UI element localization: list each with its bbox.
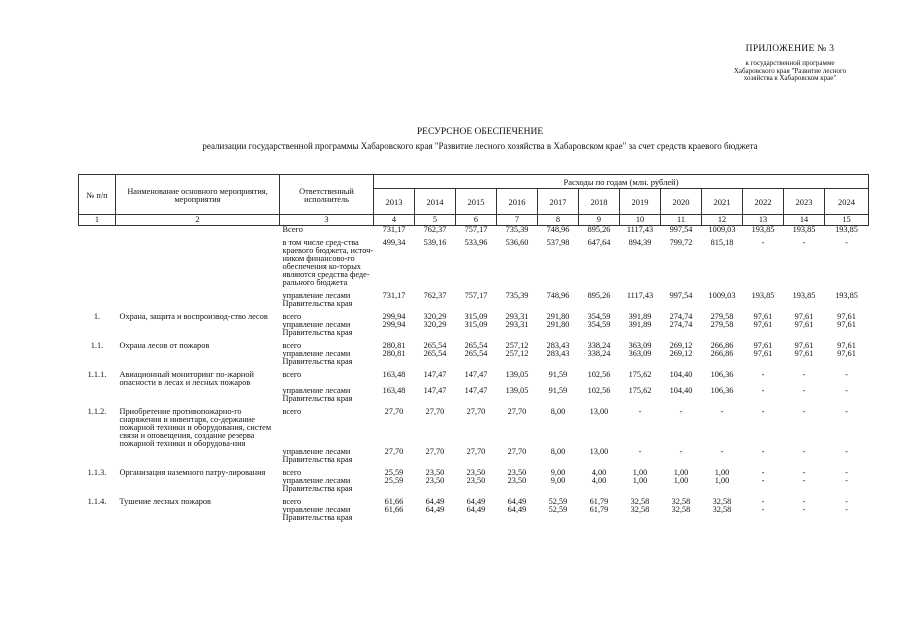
row-value: - — [761, 386, 765, 395]
row-value: 27,70 — [466, 447, 486, 456]
row-number: 1.1.1. — [87, 370, 107, 379]
row-value: 32,58 — [630, 497, 650, 506]
row-value: 257,12 — [505, 341, 529, 350]
row-number — [79, 292, 116, 313]
row-value: 97,61 — [753, 341, 773, 350]
row-value: 97,61 — [794, 312, 814, 321]
row-value: 315,09 — [464, 320, 488, 329]
row-value: 13,00 — [589, 447, 609, 456]
row-value: - — [845, 468, 848, 477]
row-value: - — [761, 476, 765, 485]
row-value: 97,61 — [794, 349, 814, 358]
row-value: 735,39 — [505, 291, 529, 300]
row-executor: всего — [282, 312, 302, 321]
row-number — [79, 226, 116, 240]
row-value: 163,48 — [382, 370, 406, 379]
row-activity-name — [116, 477, 280, 498]
resource-table — [78, 174, 869, 522]
row-executor: в том числе сред-ства краевого бюджета, источ-ником финансово-го обеспечения ко-торых являются средства феде-рального бюджета — [282, 238, 374, 287]
year-header: 2023 — [784, 189, 825, 215]
row-value: 266,86 — [710, 341, 734, 350]
row-value: 147,47 — [464, 370, 488, 379]
row-value: - — [802, 407, 806, 416]
row-value: 97,61 — [837, 312, 856, 321]
header-executor: Ответственный исполнитель — [280, 175, 374, 215]
row-value: - — [802, 370, 806, 379]
row-value: 269,12 — [669, 349, 693, 358]
row-value: 97,61 — [753, 349, 773, 358]
row-value: 315,09 — [464, 312, 488, 321]
appendix-line-3: хозяйства в Хабаровском крае" — [743, 74, 837, 82]
row-value: 97,61 — [837, 320, 856, 329]
row-value: 894,39 — [628, 238, 652, 247]
row-activity-name — [116, 506, 280, 522]
row-value: 757,17 — [456, 226, 497, 240]
column-index: 2 — [116, 215, 280, 226]
row-value: 97,61 — [794, 341, 814, 350]
row-value: 147,47 — [423, 386, 447, 395]
row-activity-name — [116, 226, 280, 240]
column-index: 8 — [538, 215, 579, 226]
row-value: 757,17 — [464, 291, 488, 300]
row-value: 4,00 — [591, 476, 607, 485]
row-value: 1,00 — [714, 468, 730, 477]
row-value: 748,96 — [546, 291, 570, 300]
row-value: 64,49 — [425, 497, 445, 506]
row-value: 1,00 — [714, 476, 730, 485]
row-value: 735,39 — [497, 226, 538, 240]
row-value: 338,24 — [587, 341, 611, 350]
row-value: 283,43 — [546, 341, 570, 350]
row-value: 274,74 — [669, 320, 693, 329]
row-value: 299,94 — [382, 312, 406, 321]
column-index: 13 — [743, 215, 784, 226]
table-row — [79, 506, 869, 522]
row-value: 8,00 — [550, 447, 566, 456]
row-value: 1009,03 — [708, 291, 736, 300]
row-value: 1,00 — [673, 468, 689, 477]
row-value: 338,24 — [587, 349, 611, 358]
row-value: 257,12 — [505, 349, 529, 358]
year-header: 2013 — [374, 189, 415, 215]
row-value: 61,79 — [589, 497, 609, 506]
row-value: 52,59 — [548, 505, 568, 514]
row-value: 64,49 — [466, 505, 486, 514]
column-index: 4 — [374, 215, 415, 226]
row-value: - — [845, 497, 848, 506]
column-index: 9 — [579, 215, 620, 226]
row-value: 175,62 — [628, 370, 652, 379]
appendix-line-2: Хабаровского края "Развитие лесного — [733, 66, 847, 75]
row-executor: всего — [282, 407, 302, 416]
row-activity-name — [116, 239, 280, 292]
row-executor: Всего — [280, 226, 374, 240]
row-value: 279,58 — [710, 312, 734, 321]
row-value: 27,70 — [384, 407, 404, 416]
row-value: 25,59 — [384, 476, 404, 485]
row-value: 9,00 — [550, 468, 566, 477]
row-executor: управление лесами Правительства края — [282, 291, 353, 308]
row-activity-name — [116, 350, 280, 371]
column-index: 7 — [497, 215, 538, 226]
row-value: 23,50 — [425, 468, 445, 477]
row-value: 293,31 — [505, 312, 529, 321]
row-value: 1,00 — [632, 476, 648, 485]
row-value: 533,96 — [464, 238, 488, 247]
row-value: - — [845, 407, 848, 416]
row-value: 391,89 — [628, 320, 652, 329]
row-value: 320,29 — [423, 312, 447, 321]
row-activity-name — [116, 292, 280, 313]
row-value: - — [720, 447, 724, 456]
row-value: 32,58 — [712, 497, 732, 506]
row-value: - — [761, 238, 765, 247]
header-name: Наименование основного мероприятия, мероприятия — [116, 175, 280, 215]
row-value: 762,37 — [415, 226, 456, 240]
row-value: 104,40 — [669, 386, 693, 395]
row-value: 91,59 — [548, 370, 568, 379]
row-value: 193,85 — [784, 226, 825, 240]
year-header: 2017 — [538, 189, 579, 215]
row-value: 536,60 — [505, 238, 529, 247]
year-header: 2024 — [825, 189, 869, 215]
row-value: 363,09 — [628, 341, 652, 350]
row-activity-name: Охрана, защита и воспроизвод-ство лесов — [119, 312, 268, 321]
row-value: - — [845, 386, 848, 395]
year-header: 2016 — [497, 189, 538, 215]
document-title: РЕСУРСНОЕ ОБЕСПЕЧЕНИЕ — [416, 127, 544, 137]
row-value: 139,05 — [505, 370, 529, 379]
row-value: 32,58 — [671, 505, 691, 514]
row-value: 27,70 — [425, 407, 445, 416]
row-value: 104,40 — [669, 370, 693, 379]
row-value: 9,00 — [550, 476, 566, 485]
row-executor: всего — [282, 468, 302, 477]
row-value: 61,66 — [384, 505, 404, 514]
year-header: 2021 — [702, 189, 743, 215]
row-number — [79, 448, 116, 469]
row-number — [79, 387, 116, 408]
row-value: - — [845, 447, 848, 456]
row-value: - — [761, 505, 765, 514]
row-value: - — [761, 370, 765, 379]
row-number: 1.1.4. — [87, 497, 107, 506]
row-value: 647,64 — [587, 238, 611, 247]
table-row — [79, 292, 869, 313]
row-value: - — [761, 447, 765, 456]
year-header: 2018 — [579, 189, 620, 215]
row-value: 13,00 — [589, 407, 609, 416]
row-value: 23,50 — [466, 476, 486, 485]
row-value: - — [845, 505, 848, 514]
table-row — [79, 226, 869, 240]
row-value: 102,56 — [587, 386, 611, 395]
row-value: 106,36 — [710, 370, 734, 379]
row-value: 97,61 — [753, 320, 773, 329]
row-value: 731,17 — [374, 226, 415, 240]
row-activity-name: Авиационный мониторинг по-жарной опасности в лесах и лесных пожаров — [119, 370, 254, 387]
row-value: 64,49 — [466, 497, 486, 506]
row-value: - — [802, 505, 806, 514]
document-subtitle: реализации государственной программы Хабаровского края "Развитие лесного хозяйства в Хабаровском крае" за счет средств краевого бюджета — [202, 141, 758, 151]
column-index: 6 — [456, 215, 497, 226]
row-value: 265,54 — [423, 341, 447, 350]
row-value: 139,05 — [505, 386, 529, 395]
row-value: - — [761, 497, 765, 506]
row-value: - — [679, 447, 683, 456]
row-value: 193,85 — [835, 291, 858, 300]
row-value: 193,85 — [743, 226, 784, 240]
row-value: 354,59 — [587, 312, 611, 321]
row-number: 1. — [93, 312, 101, 321]
row-value: 27,70 — [384, 447, 404, 456]
row-activity-name: Тушение лесных пожаров — [119, 497, 211, 506]
column-index: 3 — [280, 215, 374, 226]
row-value: 895,26 — [579, 226, 620, 240]
row-value: 23,50 — [507, 468, 527, 477]
table-row — [79, 371, 869, 387]
row-value: 762,37 — [423, 291, 447, 300]
row-value: 64,49 — [425, 505, 445, 514]
row-executor: всего — [282, 341, 302, 350]
row-number — [79, 321, 116, 342]
row-value: 1009,03 — [702, 226, 743, 240]
row-value: 61,66 — [384, 497, 404, 506]
row-value: - — [761, 407, 765, 416]
row-activity-name: Приобретение противопожарно-го снаряжения и инвентаря, со-держание пожарной техники и оборудования, систем связи и оповещения, создание резерва пожарной техники и оборудова-ния — [119, 407, 272, 448]
row-value: 97,61 — [837, 349, 856, 358]
row-value: - — [845, 238, 848, 247]
row-value: 193,85 — [751, 291, 775, 300]
row-executor: управление лесами Правительства края — [282, 386, 353, 403]
row-activity-name: Организация наземного патру-лирования — [119, 468, 266, 477]
row-value: - — [638, 447, 642, 456]
row-value: 1,00 — [673, 476, 689, 485]
row-value: 354,59 — [587, 320, 611, 329]
row-executor: управление лесами Правительства края — [282, 476, 353, 493]
row-value: 27,70 — [466, 407, 486, 416]
row-value: - — [802, 476, 806, 485]
row-value: 748,96 — [538, 226, 579, 240]
row-value: 291,80 — [546, 312, 570, 321]
header-spending: Расходы по годам (млн. рублей) — [374, 175, 869, 189]
row-value: 97,61 — [753, 312, 773, 321]
row-activity-name — [116, 321, 280, 342]
row-value: - — [802, 238, 806, 247]
row-value: 27,70 — [507, 407, 527, 416]
row-value: 23,50 — [466, 468, 486, 477]
row-value: 64,49 — [507, 497, 527, 506]
year-header: 2022 — [743, 189, 784, 215]
row-value: 91,59 — [548, 386, 568, 395]
table-row — [79, 448, 869, 469]
row-value: 280,81 — [382, 341, 406, 350]
row-value: - — [638, 407, 642, 416]
row-value: 895,26 — [587, 291, 611, 300]
row-value: 731,17 — [382, 291, 406, 300]
column-index: 11 — [661, 215, 702, 226]
table-row — [79, 239, 869, 292]
row-value: 147,47 — [423, 370, 447, 379]
column-index: 5 — [415, 215, 456, 226]
year-header: 2015 — [456, 189, 497, 215]
row-activity-name — [116, 448, 280, 469]
row-value: - — [802, 468, 806, 477]
row-value: 283,43 — [546, 349, 570, 358]
row-value: 1,00 — [632, 468, 648, 477]
appendix-subtitle — [700, 60, 880, 83]
row-value: 25,59 — [384, 468, 404, 477]
appendix-block — [700, 44, 880, 83]
row-value: 64,49 — [507, 505, 527, 514]
row-value: 499,34 — [382, 238, 406, 247]
row-value: 269,12 — [669, 341, 693, 350]
year-header: 2019 — [620, 189, 661, 215]
row-value: 265,54 — [464, 349, 488, 358]
table-row — [79, 477, 869, 498]
row-value: 265,54 — [423, 349, 447, 358]
row-value: 1117,43 — [626, 291, 654, 300]
column-index: 14 — [784, 215, 825, 226]
row-value: - — [845, 370, 848, 379]
row-executor: всего — [282, 497, 302, 506]
table-row — [79, 350, 869, 371]
row-number: 1.1.3. — [87, 468, 107, 477]
table-row — [79, 321, 869, 342]
row-value: 193,85 — [792, 291, 816, 300]
row-value: 32,58 — [712, 505, 732, 514]
row-value: 391,89 — [628, 312, 652, 321]
row-value: 291,80 — [546, 320, 570, 329]
row-value: - — [802, 447, 806, 456]
row-value: 147,47 — [464, 386, 488, 395]
column-index: 1 — [79, 215, 116, 226]
row-value: 61,79 — [589, 505, 609, 514]
row-number: 1.1.2. — [87, 407, 107, 416]
row-value: 97,61 — [794, 320, 814, 329]
appendix-line-1: к государственной программе — [745, 59, 835, 67]
row-value: 293,31 — [505, 320, 529, 329]
row-value: 97,61 — [837, 341, 856, 350]
row-value: 23,50 — [425, 476, 445, 485]
row-value: - — [802, 497, 806, 506]
row-value: 279,58 — [710, 320, 734, 329]
row-activity-name: Охрана лесов от пожаров — [119, 341, 210, 350]
row-value: 193,85 — [825, 226, 869, 240]
row-value: 23,50 — [507, 476, 527, 485]
row-value: 106,36 — [710, 386, 734, 395]
row-value: 997,54 — [669, 291, 693, 300]
column-index: 12 — [702, 215, 743, 226]
table-body — [79, 226, 869, 523]
row-value: - — [845, 476, 848, 485]
row-value: 8,00 — [550, 407, 566, 416]
row-number — [79, 239, 116, 292]
row-value: 997,54 — [661, 226, 702, 240]
row-value: 266,86 — [710, 349, 734, 358]
row-value: 799,72 — [669, 238, 693, 247]
row-value: 537,98 — [546, 238, 570, 247]
row-value: 163,48 — [382, 386, 406, 395]
row-value: - — [802, 386, 806, 395]
column-index: 10 — [620, 215, 661, 226]
row-value: 27,70 — [507, 447, 527, 456]
row-value: - — [679, 407, 683, 416]
row-value: 539,16 — [423, 238, 447, 247]
row-value: 280,81 — [382, 349, 406, 358]
row-value: 175,62 — [628, 386, 652, 395]
row-value: 1117,43 — [620, 226, 661, 240]
row-value: 4,00 — [591, 468, 607, 477]
row-value: 32,58 — [630, 505, 650, 514]
row-value: 102,56 — [587, 370, 611, 379]
year-header: 2020 — [661, 189, 702, 215]
row-number: 1.1. — [90, 341, 104, 350]
row-value: 27,70 — [425, 447, 445, 456]
row-executor: управление лесами Правительства края — [282, 349, 353, 366]
year-header: 2014 — [415, 189, 456, 215]
row-value: 265,54 — [464, 341, 488, 350]
column-index-row — [79, 215, 869, 226]
row-value: - — [720, 407, 724, 416]
table-row — [79, 408, 869, 448]
appendix-title: ПРИЛОЖЕНИЕ № 3 — [745, 44, 835, 54]
row-value: 274,74 — [669, 312, 693, 321]
table-row — [79, 387, 869, 408]
row-executor: управление лесами Правительства края — [282, 505, 353, 522]
row-executor: управление лесами Правительства края — [282, 320, 353, 337]
row-executor: управление лесами Правительства края — [282, 447, 353, 464]
row-activity-name — [116, 387, 280, 408]
row-value: 32,58 — [671, 497, 691, 506]
row-number — [79, 506, 116, 522]
row-value: 299,94 — [382, 320, 406, 329]
row-executor: всего — [282, 370, 302, 379]
row-value: 363,09 — [628, 349, 652, 358]
row-value: 815,18 — [710, 238, 734, 247]
header-num: № п/п — [79, 175, 116, 215]
row-number — [79, 477, 116, 498]
row-value: 52,59 — [548, 497, 568, 506]
column-index: 15 — [825, 215, 869, 226]
row-number — [79, 350, 116, 371]
row-value: 320,29 — [423, 320, 447, 329]
row-value: - — [761, 468, 765, 477]
